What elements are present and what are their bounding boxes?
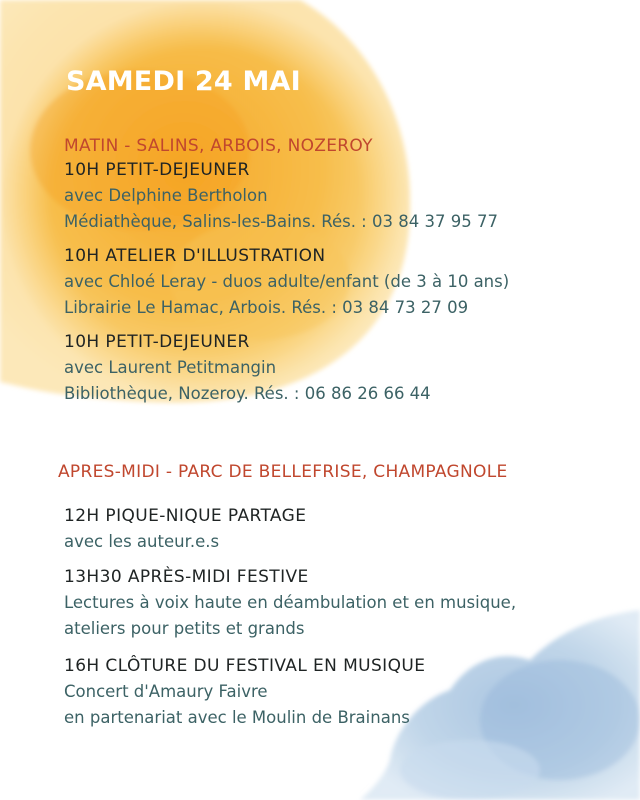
event-detail: avec Laurent Petitmangin — [64, 358, 277, 377]
event-title: 10H ATELIER D'ILLUSTRATION — [64, 246, 326, 266]
event-item — [64, 243, 509, 321]
event-detail: ateliers pour petits et grands — [64, 619, 305, 638]
event-detail: en partenariat avec le Moulin de Brainans — [64, 708, 410, 727]
section-heading-afternoon: APRES-MIDI - PARC DE BELLEFRISE, CHAMPAGNOLE — [58, 462, 508, 482]
event-title: 10H PETIT-DEJEUNER — [64, 332, 250, 352]
event-detail: avec les auteur.e.s — [64, 532, 220, 551]
event-detail: Librairie Le Hamac, Arbois. Rés. : 03 84 73 27 09 — [64, 298, 469, 317]
event-title: 10H PETIT-DEJEUNER — [64, 160, 250, 180]
event-item — [64, 329, 431, 407]
event-detail: Lectures à voix haute en déambulation et en musique, — [64, 593, 517, 612]
event-item — [64, 564, 516, 642]
event-detail: avec Chloé Leray - duos adulte/enfant (de 3 à 10 ans) — [64, 272, 510, 291]
event-item — [64, 157, 498, 235]
event-title: 16H CLÔTURE DU FESTIVAL EN MUSIQUE — [64, 656, 426, 676]
event-detail: Concert d'Amaury Faivre — [64, 682, 268, 701]
page-title: SAMEDI 24 MAI — [66, 66, 301, 97]
event-detail: avec Delphine Bertholon — [64, 186, 268, 205]
event-item — [64, 503, 306, 555]
event-title: 13H30 APRÈS-MIDI FESTIVE — [64, 567, 309, 587]
event-detail: Médiathèque, Salins-les-Bains. Rés. : 03 84 37 95 77 — [64, 212, 498, 231]
section-heading-morning: MATIN - SALINS, ARBOIS, NOZEROY — [64, 136, 373, 156]
event-title: 12H PIQUE-NIQUE PARTAGE — [64, 506, 307, 526]
event-item — [64, 653, 425, 731]
event-detail: Bibliothèque, Nozeroy. Rés. : 06 86 26 66 44 — [64, 384, 431, 403]
